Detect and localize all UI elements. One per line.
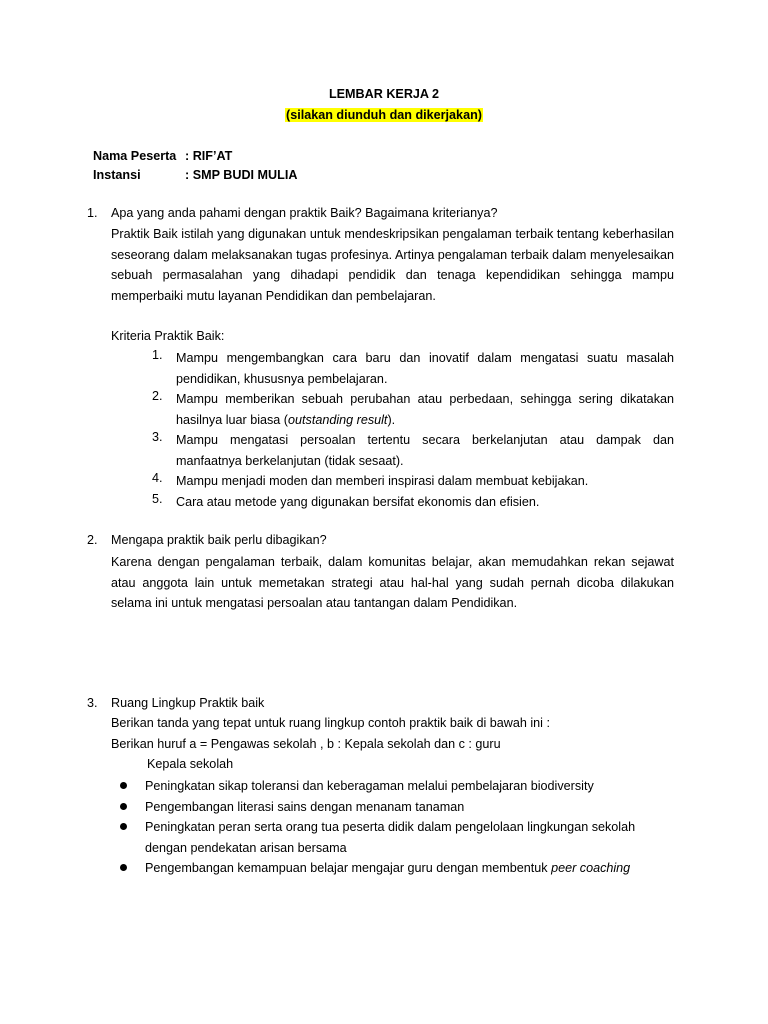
bullet-text: Peningkatan sikap toleransi dan keberagaman melalui pembelajaran biodiversity <box>145 779 594 793</box>
question-text: Apa yang anda pahami dengan praktik Baik? Bagaimana kriterianya? <box>111 206 498 220</box>
scope-bullet-item <box>120 858 660 879</box>
institution-value: : SMP BUDI MULIA <box>185 168 298 182</box>
question-text: Mengapa praktik baik perlu dibagikan? <box>111 533 327 547</box>
criteria-text-main: Mampu memberikan sebuah perubahan atau perbedaan, sehingga sering dikatakan hasilnya luar biasa ( <box>176 392 674 427</box>
criteria-item <box>152 430 674 471</box>
question-number: 1. <box>87 206 98 220</box>
participant-name-row <box>93 149 232 163</box>
criteria-number: 4. <box>152 471 163 485</box>
answer-label: Kepala sekolah <box>147 757 234 771</box>
bullet-text: Peningkatan peran serta orang tua peserta didik dalam pengelolaan lingkungan sekolah dengan pendekatan arisan bersama <box>145 820 636 855</box>
criteria-text-italic: outstanding result <box>288 412 388 427</box>
criteria-text: Mampu menjadi moden dan memberi inspirasi dalam membuat kebijakan. <box>176 474 589 488</box>
worksheet-title: LEMBAR KERJA 2 <box>328 87 440 101</box>
criteria-text <box>176 389 674 430</box>
bullet-text: Pengembangan literasi sains dengan menanam tanaman <box>145 800 465 814</box>
criteria-item <box>152 492 674 513</box>
question-number: 3. <box>87 696 98 710</box>
participant-name-label: Nama Peserta <box>93 149 177 163</box>
criteria-number: 5. <box>152 492 163 506</box>
scope-bullet-item <box>120 797 660 818</box>
criteria-item <box>152 389 674 430</box>
scope-bullet-item <box>120 817 660 858</box>
criteria-item <box>152 471 674 492</box>
bullet-icon <box>120 782 127 789</box>
bullet-text <box>145 858 640 879</box>
bullet-text-main: Pengembangan kemampuan belajar mengajar guru dengan membentuk <box>145 861 552 875</box>
bullet-text-italic: peer coaching <box>551 861 631 875</box>
criteria-number: 1. <box>152 348 163 362</box>
worksheet-subtitle <box>0 108 768 122</box>
participant-name-value: : RIF’AT <box>185 149 233 163</box>
scope-bullet-item <box>120 776 660 797</box>
criteria-number: 3. <box>152 430 163 444</box>
criteria-item <box>152 348 674 389</box>
instruction-line-1: Berikan tanda yang tepat untuk ruang lingkup contoh praktik baik di bawah ini : <box>111 716 550 730</box>
question-number: 2. <box>87 533 98 547</box>
bullet-icon <box>120 823 127 830</box>
institution-label: Instansi <box>93 168 141 182</box>
question-text: Ruang Lingkup Praktik baik <box>111 696 265 710</box>
criteria-text: Mampu mengatasi persoalan tertentu secara berkelanjutan atau dampak dan manfaatnya berkelanjutan (tidak sesaat). <box>176 433 674 468</box>
criteria-text: Cara atau metode yang digunakan bersifat ekonomis dan efisien. <box>176 495 540 509</box>
criteria-heading: Kriteria Praktik Baik: <box>111 329 225 343</box>
highlighted-instruction: (silakan diunduh dan dikerjakan) <box>286 108 482 122</box>
answer-2-paragraph: Karena dengan pengalaman terbaik, dalam komunitas belajar, akan memudahkan rekan sejawat atau anggota lain untuk memetakan strategi atau hal-hal yang sudah pernah dicoba dilakukan selama ini untuk mengatasi persoalan atau tantangan dalam Pendidikan. <box>111 555 674 610</box>
criteria-number: 2. <box>152 389 163 403</box>
bullet-icon <box>120 864 127 871</box>
institution-row <box>93 168 297 182</box>
criteria-text: Mampu mengembangkan cara baru dan inovatif dalam mengatasi suatu masalah pendidikan, khususnya pembelajaran. <box>176 351 674 386</box>
answer-1-paragraph: Praktik Baik istilah yang digunakan untuk mendeskripsikan pengalaman terbaik tentang keberhasilan seseorang dalam melaksanakan tugas profesinya. Artinya pengalaman terbaik dalam menyelesaikan sebuah permasalahan yang dihadapi pendidik dan tenaga kependidikan sehingga mampu memperbaiki mutu layanan Pendidikan dan pembelajaran. <box>111 227 674 303</box>
bullet-icon <box>120 803 127 810</box>
instruction-line-2: Berikan huruf a = Pengawas sekolah , b : Kepala sekolah dan c : guru <box>111 737 501 751</box>
criteria-text-after: ). <box>387 412 396 427</box>
